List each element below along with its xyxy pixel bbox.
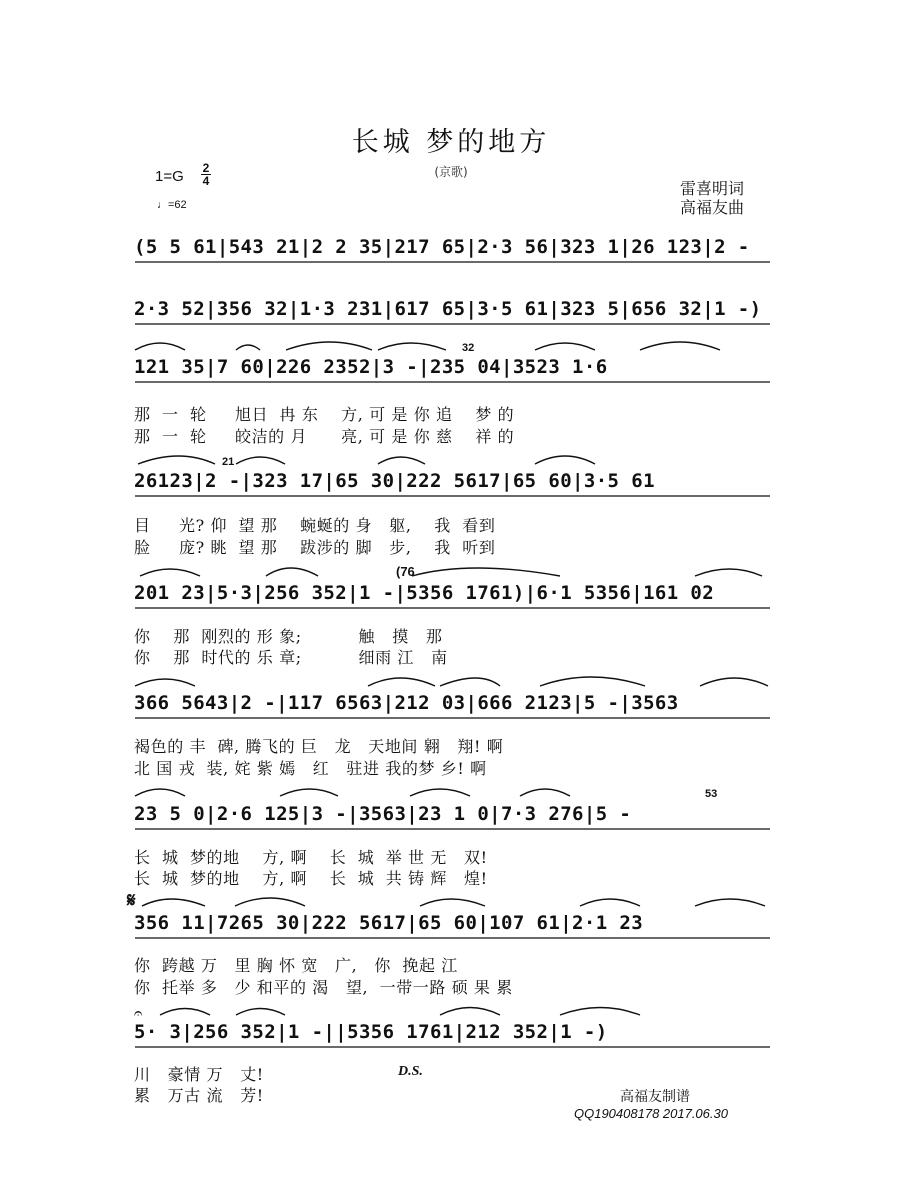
song-title: 长城 梦的地方 [351,127,551,158]
score-line-1: (5 5 61|543 21|2 2 35|217 65|2·3 56|323 1|26 123|2 - [134,236,750,258]
time-numerator: 2 [202,161,210,175]
dal-segno-mark: D.S. [398,1064,423,1079]
grace-note-label: (76 [396,564,415,579]
score-line-4: 26123|2 -|323 17|65 30|222 5617|65 60|3·5 61 [134,470,655,492]
grace-note-label: 21 [222,456,235,468]
tempo-mark: ♩=62 [157,199,187,211]
lyric-line-3-verse-1: 那 一 轮 旭日 冉 东 方, 可 是 你 追 梦 的 [134,405,515,424]
lyric-line-9-verse-2: 累 万古 流 芳! [134,1086,264,1105]
score-line-7: 23 5 0|2·6 125|3 -|3563|23 1 0|7·3 276|5 - [134,803,632,825]
segno-sign: 𝄋 [127,888,136,912]
lyric-line-6-verse-1: 褐色的 丰 碑, 腾飞的 巨 龙 天地间 翱 翔! 啊 [134,737,504,756]
grace-note-label: 32 [462,342,475,354]
score-line-6: 366 5643|2 -|117 6563|212 03|666 2123|5 -|3563 [134,692,679,714]
lyric-line-6-verse-2: 北 国 戎 装, 姹 紫 嫣 红 驻进 我的梦 乡! 啊 [134,759,487,778]
key-signature: 1=G [155,168,184,185]
arranger-id-date: QQ190408178 2017.06.30 [574,1106,728,1121]
score-line-5: 201 23|5·3|256 352|1 -|5356 1761)|6·1 5356|161 02 [134,582,715,604]
lyric-line-3-verse-2: 那 一 轮 皎洁的 月 亮, 可 是 你 慈 祥 的 [134,427,515,446]
lyric-line-5-verse-1: 你 那 刚烈的 形 象; 触 摸 那 [134,627,443,646]
score-line-9: 5· 3|256 352|1 -||5356 1761|212 352|1 -) [134,1021,608,1043]
lyric-line-8-verse-2: 你 托举 多 少 和平的 渴 望, 一带一路 硕 果 累 [134,978,513,997]
lyric-line-9-verse-1: 川 豪情 万 丈! [134,1065,264,1084]
composer-credit: 高福友曲 [680,198,745,217]
arranger-credit: 高福友制谱 [620,1089,690,1105]
score-line-2: 2·3 52|356 32|1·3 231|617 65|3·5 61|323 5|656 32|1 -) [134,298,762,320]
time-denominator: 4 [202,174,210,188]
lyric-line-5-verse-2: 你 那 时代的 乐 章; 细雨 江 南 [134,648,448,667]
grace-note-label: 53 [705,788,718,800]
lyricist-credit: 雷喜明词 [680,179,745,198]
lyric-line-8-verse-1: 你 跨越 万 里 胸 怀 宽 广, 你 挽起 江 [134,956,458,975]
time-signature [201,162,211,187]
lyric-line-4-verse-2: 脸 庞? 眺 望 那 跋涉的 脚 步, 我 听到 [134,538,496,557]
lyric-line-7-verse-2: 长 城 梦的地 方, 啊 长 城 共 铸 辉 煌! [134,869,488,888]
lyric-line-7-verse-1: 长 城 梦的地 方, 啊 长 城 举 世 无 双! [134,848,488,867]
score-line-8: 356 11|7265 30|222 5617|65 60|107 61|2·1 23 [134,912,644,934]
score-line-3: 121 35|7 60|226 2352|3 -|235 04|3523 1·6 [134,356,608,378]
lyric-line-4-verse-1: 目 光? 仰 望 那 蜿蜒的 身 躯, 我 看到 [134,516,496,535]
fermata-icon: 𝄐 [134,1004,143,1022]
genre-label: (京歌) [434,165,468,179]
